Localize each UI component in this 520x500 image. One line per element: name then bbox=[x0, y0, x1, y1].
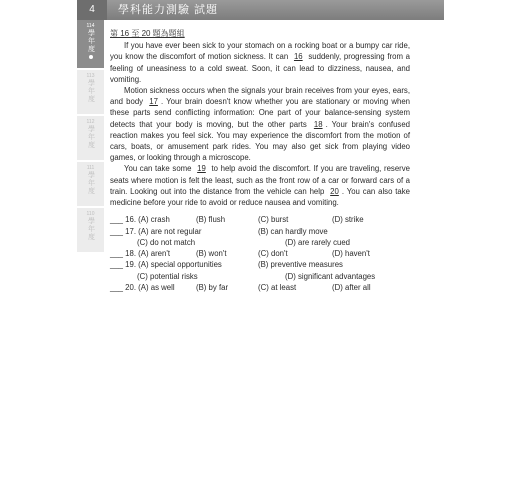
section-heading: 第 16 至 20 題為題組 bbox=[110, 29, 185, 38]
option-d: (D) are rarely cued bbox=[285, 237, 350, 247]
tab-year: 110 bbox=[86, 211, 95, 217]
passage-paragraph-1: If you have ever been sick to your stomach on a rocking boat or a bumpy car ride, you know the discomfort of motion sickness. It can 16 suddenly, progressing from a feeling of uneasiness to a cold sweat. Soon, it can lead to dizziness, nausea, and vomiting. bbox=[110, 41, 411, 84]
option-d: (D) strike bbox=[332, 215, 364, 225]
tab-label: 學年度 bbox=[87, 217, 95, 241]
question-18 bbox=[110, 248, 410, 259]
blank-16: 16 bbox=[293, 52, 303, 62]
question-16 bbox=[110, 214, 410, 225]
tab-year: 113 bbox=[86, 73, 95, 79]
option-a: ___ 20. (A) as well bbox=[110, 283, 175, 293]
tab-label: 學年度 bbox=[87, 125, 95, 149]
option-b: (B) can hardly move bbox=[258, 226, 328, 236]
question-20 bbox=[110, 282, 410, 293]
blank-18: 18 bbox=[313, 119, 323, 129]
question-list bbox=[110, 214, 410, 293]
passage-paragraph-2: Motion sickness occurs when the signals your brain receives from your eyes, ears, and body 17 . Your brain doesn't know whether you are stationary or moving when these parts send conflicting information: One part of your balance-sensing system detects that your body is moving, but the other parts 18 . Your brain's confused reaction makes you feel sick. You may experience the discomfort from the motion of cars, boats, or amusement park rides. You may also get sick from playing video games, or looking through a microscope. bbox=[110, 86, 410, 163]
option-d: (D) significant advantages bbox=[285, 271, 376, 281]
option-b: (B) preventive measures bbox=[258, 260, 343, 270]
tab-year: 114 bbox=[86, 23, 95, 29]
tab-label: 學年度 bbox=[87, 29, 95, 53]
tab-year: 111 bbox=[86, 165, 95, 171]
option-a: ___ 17. (A) are not regular bbox=[110, 226, 202, 236]
passage-paragraph-3: You can take some 19 to help avoid the discomfort. If you are traveling, reserve seats where motion is felt the least, such as the front row of a car or forward cars of a train. Looking out into the distance from the vehicle can help 20 . You can also take medicine before your ride to avoid or reduce nausea and vomiting. bbox=[110, 164, 410, 208]
option-c: (C) do not match bbox=[137, 237, 196, 247]
tab-year: 112 bbox=[86, 119, 95, 125]
page-number: 4 bbox=[77, 0, 107, 20]
option-a: ___ 18. (A) aren't bbox=[110, 249, 170, 259]
option-d: (D) haven't bbox=[332, 249, 370, 259]
question-17 bbox=[110, 226, 410, 237]
option-a: ___ 16. (A) crash bbox=[110, 215, 170, 225]
blank-17: 17 bbox=[149, 97, 158, 107]
option-b: (B) flush bbox=[196, 215, 226, 225]
active-dot-icon bbox=[89, 55, 93, 59]
option-c: (C) potential risks bbox=[137, 271, 198, 281]
question-19 bbox=[110, 259, 410, 270]
question-17-cont bbox=[110, 237, 410, 248]
option-d: (D) after all bbox=[332, 283, 371, 293]
option-b: (B) by far bbox=[196, 283, 229, 293]
tab-112[interactable] bbox=[77, 116, 104, 160]
option-c: (C) burst bbox=[258, 215, 289, 225]
option-c: (C) at least bbox=[258, 283, 297, 293]
tab-113[interactable] bbox=[77, 70, 104, 114]
tab-114[interactable] bbox=[77, 20, 104, 68]
exam-content bbox=[110, 28, 410, 293]
year-tabs bbox=[77, 20, 104, 254]
tab-110[interactable] bbox=[77, 208, 104, 252]
question-19-cont bbox=[110, 271, 410, 282]
blank-19: 19 bbox=[197, 164, 206, 174]
page-title: 學科能力測驗 試題 bbox=[118, 4, 219, 16]
tab-label: 學年度 bbox=[87, 171, 95, 195]
option-b: (B) won't bbox=[196, 249, 227, 259]
option-a: ___ 19. (A) special opportunities bbox=[110, 260, 222, 270]
tab-111[interactable] bbox=[77, 162, 104, 206]
option-c: (C) don't bbox=[258, 249, 288, 259]
tab-label: 學年度 bbox=[87, 79, 95, 103]
blank-20: 20 bbox=[330, 186, 339, 196]
